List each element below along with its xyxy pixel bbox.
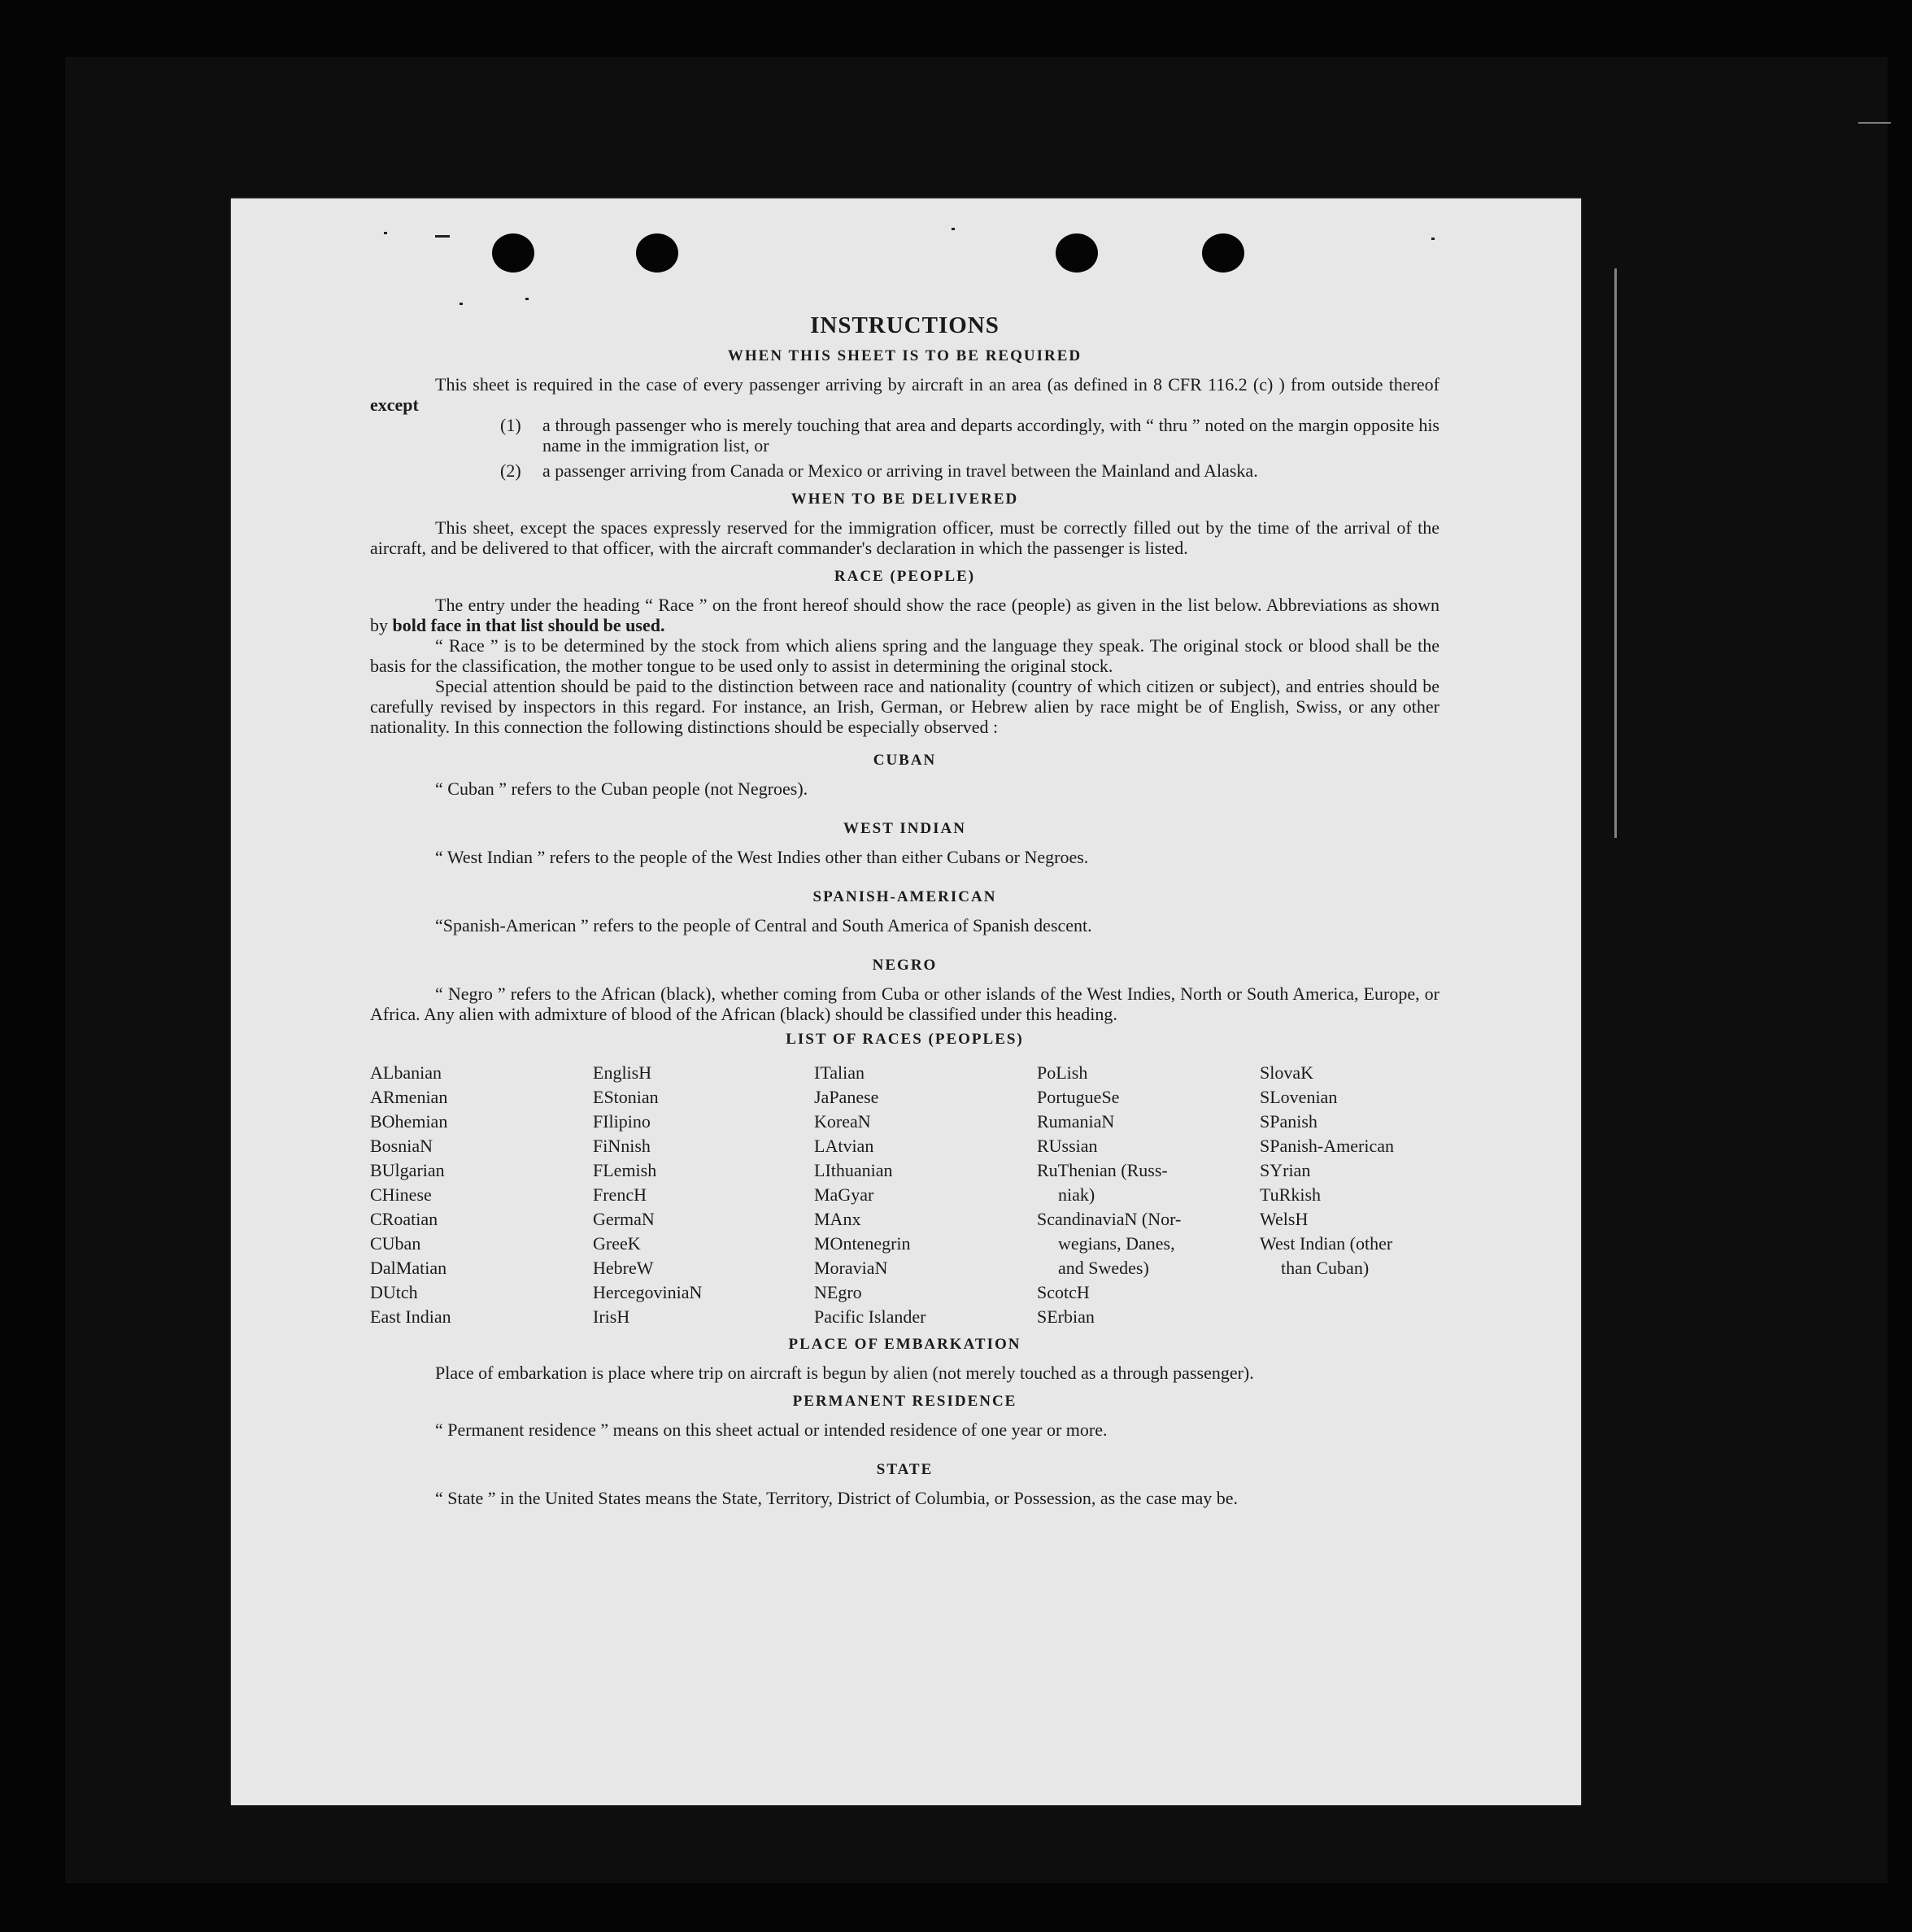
scan-border-left [0, 0, 65, 1932]
speck [435, 235, 450, 238]
speck [459, 303, 463, 305]
race-paragraph-3: Special attention should be paid to the distinction between race and nationality (country of which citizen or subject), and entries should be carefully revised by inspectors in this regard. For instance, an Irish, German, or Hebrew alien by race might be of English, Swiss, or any other nationality. In this connection the following distinctions should be especially observed : [370, 676, 1439, 737]
race-entry: PoLish [1037, 1062, 1088, 1083]
race-entry: GermaN [593, 1209, 655, 1229]
negro-text: “ Negro ” refers to the African (black), whether coming from Cuba or other islands of the West Indies, North or South America, Europe, or Africa. Any alien with admixture of blood of the African (black) should be classified under this heading. [370, 983, 1439, 1024]
section-heading-negro: NEGRO [872, 957, 938, 974]
race-paragraph-1 [370, 595, 1439, 635]
punch-hole [1056, 233, 1098, 273]
race-entry: EStonian [593, 1087, 659, 1107]
state-text: “ State ” in the United States means the State, Territory, District of Columbia, or Possession, as the case may be. [435, 1488, 1239, 1508]
race-column [1037, 1061, 1260, 1329]
race-entry: WelsH [1260, 1209, 1309, 1229]
residence-text: “ Permanent residence ” means on this sheet actual or intended residence of one year or more. [435, 1420, 1108, 1440]
race-entry: CUban [370, 1233, 421, 1254]
race-entry-continuation: than Cuban) [1281, 1258, 1370, 1278]
race-entry-continuation: wegians, Danes, [1058, 1233, 1175, 1254]
document-title: INSTRUCTIONS [810, 312, 1000, 338]
punch-hole [492, 233, 534, 273]
race-entry: BOhemian [370, 1111, 448, 1132]
race-entry: HercegoviniaN [593, 1282, 703, 1302]
punch-hole [1202, 233, 1244, 273]
race-entry: KoreaN [814, 1111, 871, 1132]
race-paragraph-2: “ Race ” is to be determined by the stock from which aliens spring and the language they speak. The original stock or blood shall be the basis for the classification, the mother tongue to be used only to assist in determining the original stock. [370, 635, 1439, 676]
race-entry-continuation: and Swedes) [1058, 1258, 1149, 1278]
race-entry: BosniaN [370, 1136, 433, 1156]
film-scratch [1614, 268, 1617, 838]
section-heading-race: RACE (PEOPLE) [834, 568, 976, 585]
list-item [500, 415, 1439, 456]
race-p1-bold: bold face [392, 615, 462, 635]
race-entry: LIthuanian [814, 1160, 893, 1180]
race-entry: CRoatian [370, 1209, 438, 1229]
race-entry: RumaniaN [1037, 1111, 1115, 1132]
race-entry-continuation: niak) [1058, 1184, 1095, 1205]
section-heading-embarkation: PLACE OF EMBARKATION [788, 1336, 1021, 1353]
race-entry: BUlgarian [370, 1160, 445, 1180]
race-entry: CHinese [370, 1184, 432, 1205]
race-column [1260, 1061, 1439, 1329]
race-entry: East Indian [370, 1306, 451, 1327]
race-entry: NEgro [814, 1282, 862, 1302]
race-entry: SYrian [1260, 1160, 1311, 1180]
race-entry: MAnx [814, 1209, 861, 1229]
race-entry: FLemish [593, 1160, 657, 1180]
section-heading-required: WHEN THIS SHEET IS TO BE REQUIRED [727, 347, 1082, 364]
race-p1-text-b: in that list should be used. [465, 615, 665, 635]
required-intro-bold: except [370, 395, 419, 415]
race-entry: MaGyar [814, 1184, 874, 1205]
embarkation-text: Place of embarkation is place where trip on aircraft is begun by alien (not merely touched as a through passenger). [435, 1363, 1254, 1383]
race-entry: JaPanese [814, 1087, 879, 1107]
race-entry: ScandinaviaN (Nor- [1037, 1209, 1182, 1229]
section-heading-cuban: CUBAN [873, 752, 937, 769]
list-item [500, 460, 1439, 481]
speck [525, 298, 529, 300]
race-entry: RUssian [1037, 1136, 1098, 1156]
race-entry: West Indian (other [1260, 1233, 1393, 1254]
speck [952, 228, 955, 230]
speck [1431, 238, 1435, 240]
race-entry: IrisH [593, 1306, 630, 1327]
scan-border-right [1888, 0, 1912, 1932]
list-item-text: a passenger arriving from Canada or Mexico or arriving in travel between the Mainland and Alaska. [542, 460, 1258, 481]
spanish-american-text: “Spanish-American ” refers to the people of Central and South America of Spanish descent. [435, 915, 1092, 935]
race-entry: SPanish-American [1260, 1136, 1394, 1156]
race-entry: ScotcH [1037, 1282, 1090, 1302]
west-indian-text: “ West Indian ” refers to the people of the West Indies other than either Cubans or Negroes. [435, 847, 1089, 867]
race-entry: PortugueSe [1037, 1087, 1120, 1107]
race-entry: Pacific Islander [814, 1306, 926, 1327]
race-entry: SErbian [1037, 1306, 1095, 1327]
race-column [593, 1061, 814, 1329]
scan-border-top [0, 0, 1912, 57]
delivered-text: This sheet, except the spaces expressly reserved for the immigration officer, must be correctly filled out by the time of the arrival of the aircraft, and be delivered to that officer, with the aircraft commander's declaration in which the passenger is listed. [370, 517, 1439, 558]
race-column [814, 1061, 1037, 1329]
race-list [370, 1061, 1439, 1329]
race-entry: GreeK [593, 1233, 641, 1254]
required-intro [370, 374, 1439, 415]
race-entry: MoraviaN [814, 1258, 888, 1278]
race-entry: ALbanian [370, 1062, 442, 1083]
race-entry: LAtvian [814, 1136, 874, 1156]
speck [384, 232, 387, 234]
section-heading-delivered: WHEN TO BE DELIVERED [790, 491, 1019, 508]
race-entry: SlovaK [1260, 1062, 1313, 1083]
section-heading-state: STATE [876, 1461, 934, 1478]
race-entry: SPanish [1260, 1111, 1317, 1132]
race-entry: DalMatian [370, 1258, 447, 1278]
film-scratch [1858, 122, 1891, 124]
list-item-number: (1) [500, 415, 521, 435]
race-entry: MOntenegrin [814, 1233, 911, 1254]
race-p1-text-a: The entry under the heading “ Race ” on the front hereof should show the race (people) as given in the list below. Abbreviations as shown by [370, 595, 1439, 635]
required-intro-text: This sheet is required in the case of every passenger arriving by aircraft in an area (as defined in 8 CFR 116.2 (c) ) from outside thereof [435, 374, 1439, 395]
race-entry: ITalian [814, 1062, 865, 1083]
race-column [370, 1061, 593, 1329]
punch-hole [636, 233, 678, 273]
cuban-text: “ Cuban ” refers to the Cuban people (not Negroes). [435, 778, 808, 799]
race-entry: FiNnish [593, 1136, 651, 1156]
race-entry: FIlipino [593, 1111, 651, 1132]
instructions-content [370, 311, 1439, 1508]
scan-border-bottom [0, 1883, 1912, 1932]
race-entry: DUtch [370, 1282, 418, 1302]
race-entry: HebreW [593, 1258, 654, 1278]
race-entry: RuThenian (Russ- [1037, 1160, 1168, 1180]
race-entry: ARmenian [370, 1087, 448, 1107]
list-item-number: (2) [500, 460, 521, 481]
section-heading-residence: PERMANENT RESIDENCE [792, 1393, 1017, 1410]
section-heading-list-of-races: LIST OF RACES (PEOPLES) [786, 1031, 1024, 1048]
section-heading-west-indian: WEST INDIAN [843, 820, 966, 837]
race-entry: TuRkish [1260, 1184, 1322, 1205]
list-item-text: a through passenger who is merely touching that area and departs accordingly, with “ thru ” noted on the margin opposite his name in the immigration list, or [542, 415, 1439, 456]
race-entry: EnglisH [593, 1062, 652, 1083]
race-entry: FrencH [593, 1184, 647, 1205]
section-heading-spanish-american: SPANISH-AMERICAN [812, 888, 997, 905]
race-entry: SLovenian [1260, 1087, 1338, 1107]
